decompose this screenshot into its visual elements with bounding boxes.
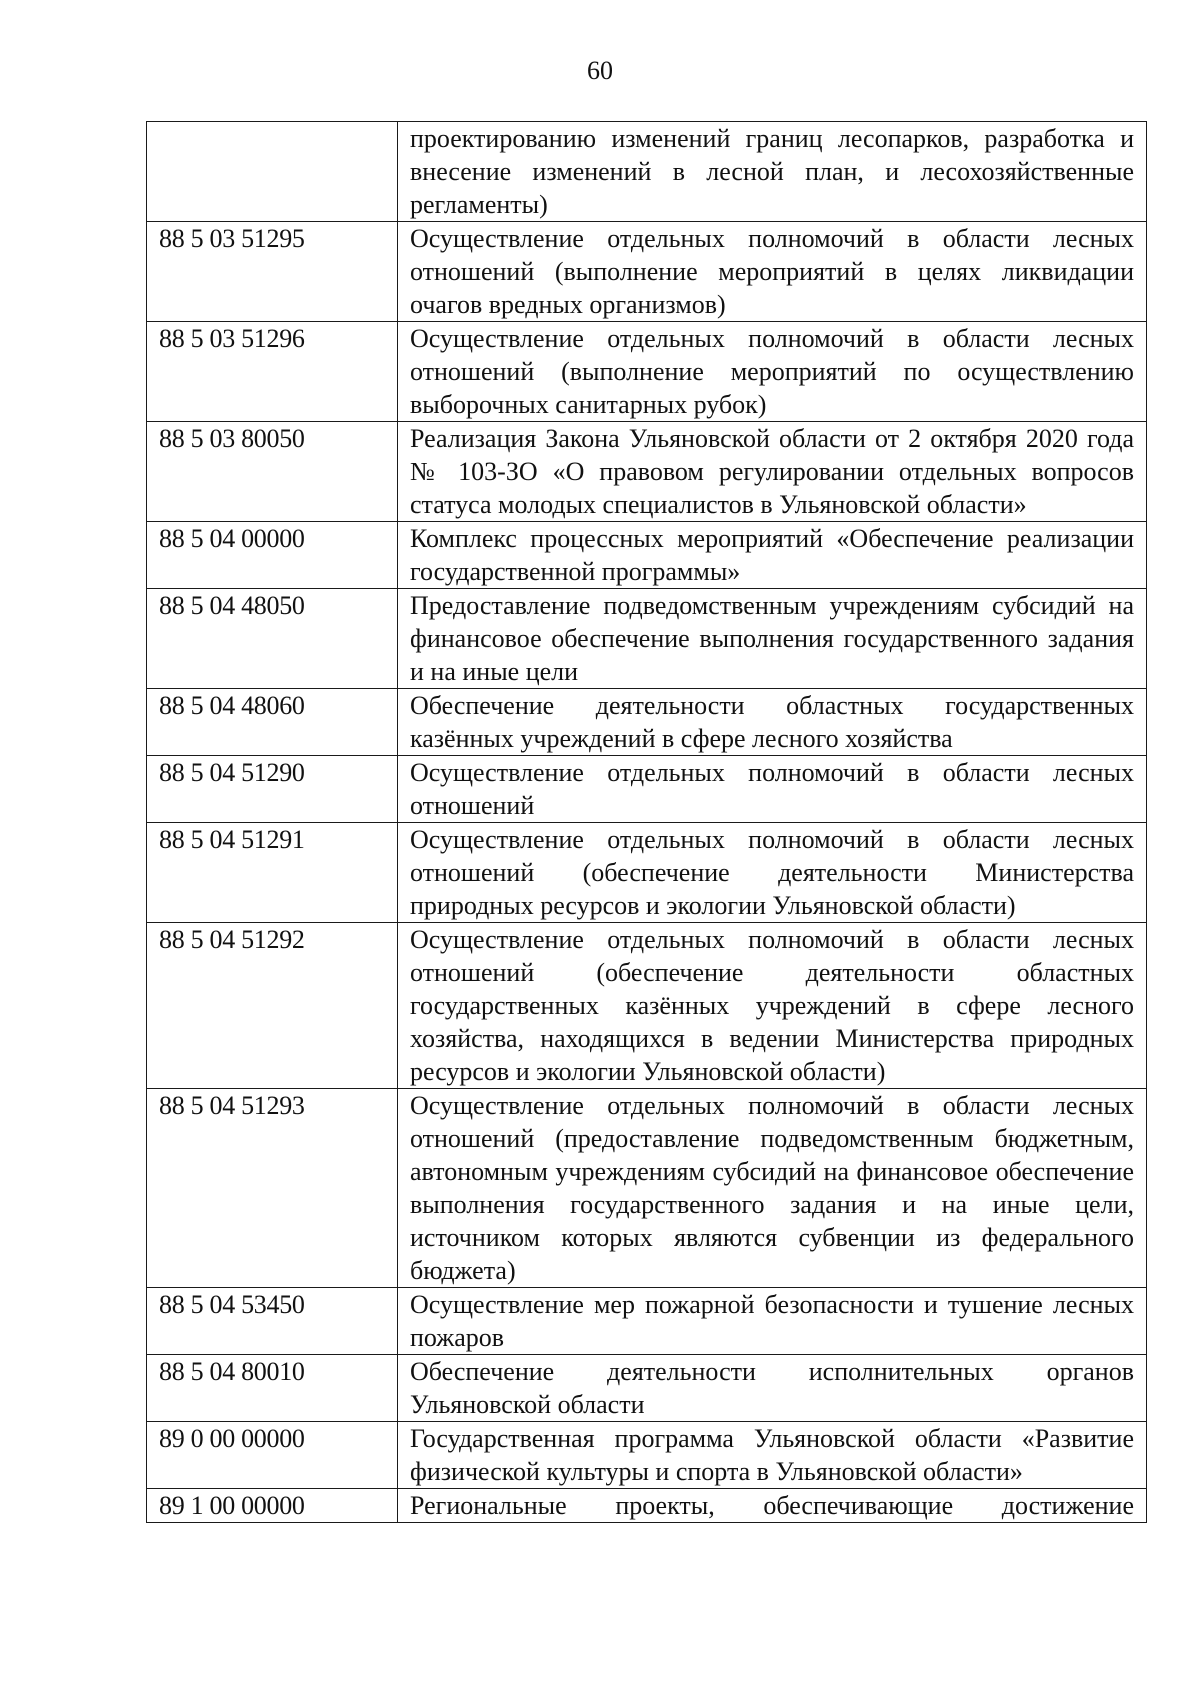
code-cell: 88 5 03 80050 xyxy=(147,422,398,522)
code-cell: 88 5 04 48060 xyxy=(147,689,398,756)
description-cell: Осуществление отдельных полномочий в области лесных отношений (обеспечение деятельности областных государственных казённых учреждений в сфере лесного хозяйства, находящихся в ведении Министерства природных ресурсов и экологии Ульяновской области) xyxy=(398,923,1147,1089)
code-cell: 89 1 00 00000 xyxy=(147,1489,398,1523)
code-cell: 88 5 04 51292 xyxy=(147,923,398,1089)
table-row xyxy=(147,522,1147,589)
description-cell: Обеспечение деятельности исполнительных органов Ульяновской области xyxy=(398,1355,1147,1422)
code-cell: 88 5 03 51296 xyxy=(147,322,398,422)
table-row xyxy=(147,322,1147,422)
description-cell: Комплекс процессных мероприятий «Обеспечение реализации государственной программы» xyxy=(398,522,1147,589)
table-row xyxy=(147,589,1147,689)
description-cell: Предоставление подведомственным учреждениям субсидий на финансовое обеспечение выполнения государственного задания и на иные цели xyxy=(398,589,1147,689)
description-cell: Государственная программа Ульяновской области «Развитие физической культуры и спорта в Ульяновской области» xyxy=(398,1422,1147,1489)
description-cell: Обеспечение деятельности областных государственных казённых учреждений в сфере лесного хозяйства xyxy=(398,689,1147,756)
description-cell: Региональные проекты, обеспечивающие достижение xyxy=(398,1489,1147,1523)
table-row xyxy=(147,1489,1147,1523)
table-row xyxy=(147,923,1147,1089)
table-row xyxy=(147,422,1147,522)
page-number: 60 xyxy=(587,56,613,85)
table-row xyxy=(147,1355,1147,1422)
description-cell: Осуществление отдельных полномочий в области лесных отношений xyxy=(398,756,1147,823)
budget-classification-table xyxy=(146,121,1147,1523)
table-row xyxy=(147,122,1147,222)
description-cell: Осуществление мер пожарной безопасности и тушение лесных пожаров xyxy=(398,1288,1147,1355)
code-cell: 88 5 04 51293 xyxy=(147,1089,398,1288)
description-cell: Осуществление отдельных полномочий в области лесных отношений (выполнение мероприятий по осуществлению выборочных санитарных рубок) xyxy=(398,322,1147,422)
table-row xyxy=(147,823,1147,923)
code-cell: 89 0 00 00000 xyxy=(147,1422,398,1489)
table-row xyxy=(147,1288,1147,1355)
code-cell: 88 5 04 80010 xyxy=(147,1355,398,1422)
code-cell: 88 5 04 53450 xyxy=(147,1288,398,1355)
table-row xyxy=(147,1422,1147,1489)
code-cell: 88 5 04 00000 xyxy=(147,522,398,589)
description-cell: Реализация Закона Ульяновской области от 2 октября 2020 года № 103-ЗО «О правовом регулировании отдельных вопросов статуса молодых специалистов в Ульяновской области» xyxy=(398,422,1147,522)
description-cell: Осуществление отдельных полномочий в области лесных отношений (обеспечение деятельности Министерства природных ресурсов и экологии Ульяновской области) xyxy=(398,823,1147,923)
code-cell xyxy=(147,122,398,222)
table-row xyxy=(147,1089,1147,1288)
table-row xyxy=(147,689,1147,756)
description-cell: Осуществление отдельных полномочий в области лесных отношений (выполнение мероприятий в целях ликвидации очагов вредных организмов) xyxy=(398,222,1147,322)
code-cell: 88 5 03 51295 xyxy=(147,222,398,322)
code-cell: 88 5 04 48050 xyxy=(147,589,398,689)
description-cell: Осуществление отдельных полномочий в области лесных отношений (предоставление подведомственным бюджетным, автономным учреждениям субсидий на финансовое обеспечение выполнения государственного задания и на иные цели, источником которых являются субвенции из федерального бюджета) xyxy=(398,1089,1147,1288)
table-row xyxy=(147,756,1147,823)
code-cell: 88 5 04 51291 xyxy=(147,823,398,923)
code-cell: 88 5 04 51290 xyxy=(147,756,398,823)
description-cell: проектированию изменений границ лесопарков, разработка и внесение изменений в лесной план, и лесохозяйственные регламенты) xyxy=(398,122,1147,222)
table-row xyxy=(147,222,1147,322)
